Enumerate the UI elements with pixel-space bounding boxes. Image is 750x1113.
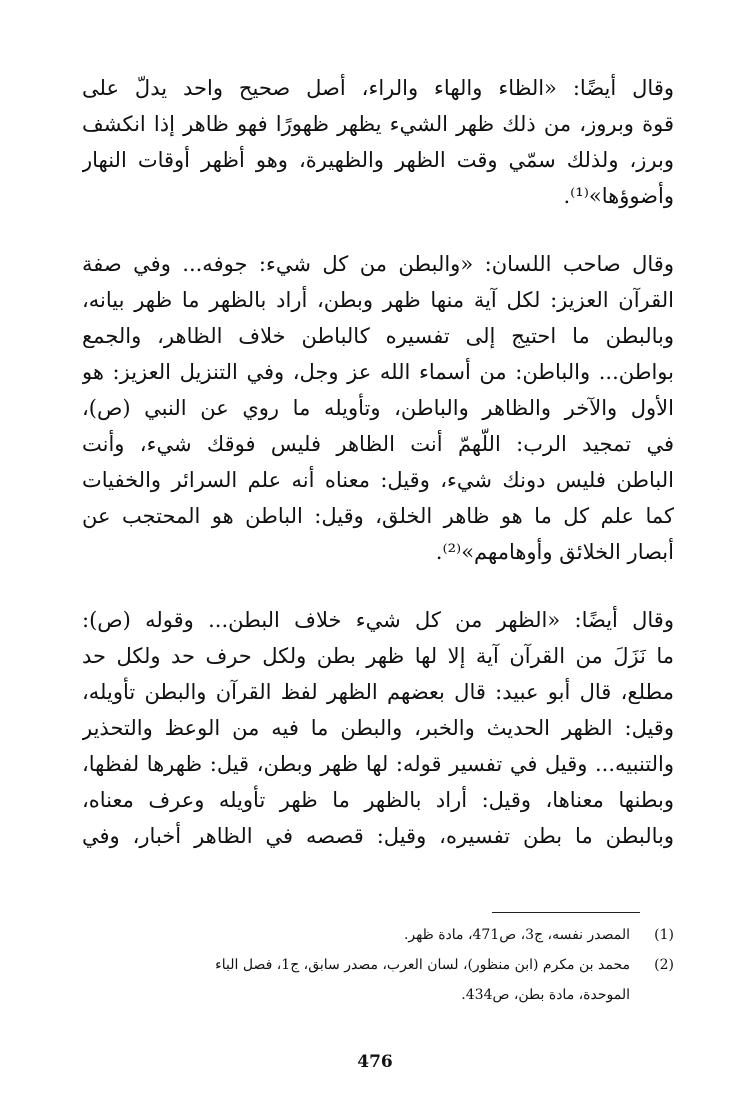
footnote-line: المصدر نفسه، ج3، ص471، مادة ظهر. (403, 927, 630, 943)
text-line: الأول والآخر والظاهر والباطن، وتأويله ما روي عن النبي (ص)، (82, 396, 674, 420)
footnote-number: (2) (654, 957, 674, 973)
text-line: كما علم كل ما هو ظاهر الخلق، وقيل: الباطن هو المحتجب عن (82, 504, 674, 528)
paragraph-1 (82, 70, 674, 214)
text-line: والتنبيه... وقيل في تفسير قوله: لها ظهر وبطن، قيل: ظهرها لفظها، (82, 752, 674, 776)
text-line: وقال أيضًا: «الظهر من كل شيء خلاف البطن... وقوله (ص): (82, 608, 674, 632)
text-line: وقيل: الظهر الحديث والخبر، والبطن ما فيه من الوعظ والتحذير (82, 716, 674, 740)
text-line: مطلع، قال أبو عبيد: قال بعضهم الظهر لفظ القرآن والبطن تأويله، (82, 680, 674, 704)
text-line: وقال صاحب اللسان: «والبطن من كل شيء: جوفه... وفي صفة (82, 252, 674, 276)
footnote-line: الموحدة، مادة بطن، ص434. (461, 987, 630, 1003)
text-line: وبرز، ولذلك سمّي وقت الظهر والظهيرة، وهو أظهر أوقات النهار (82, 148, 674, 172)
text-line: ما نَزَلَ من القرآن آية إلا لها ظهر بطن ولكل حرف حد ولكل حد (82, 644, 674, 668)
paragraph-3 (82, 602, 674, 854)
text-line: وأضوؤها»⁽¹⁾. (563, 184, 674, 208)
footnote-number: (1) (654, 927, 674, 943)
page-number: 476 (357, 1052, 393, 1072)
text-line: وبطنها معناها، وقيل: أراد بالظهر ما ظهر تأويله وعرف معناه، (82, 788, 674, 812)
text-line: أبصار الخلائق وأوهامهم»⁽²⁾. (435, 540, 674, 564)
text-line: وبالبطن ما بطن تفسيره، وقيل: قصصه في الظاهر أخبار، وفي (82, 824, 674, 848)
footnote-text (110, 950, 630, 1010)
text-line: قوة وبروز، من ذلك ظهر الشيء يظهر ظهورًا فهو ظاهر إذا انكشف (82, 112, 674, 136)
paragraph-2 (82, 246, 674, 570)
text-line: الباطن فليس دونك شيء، وقيل: معناه أنه علم السرائر والخفيات (82, 468, 674, 492)
text-line: القرآن العزيز: لكل آية منها ظهر وبطن، أراد بالظهر ما ظهر بيانه، (82, 288, 674, 312)
footnote-line: محمد بن مكرم (ابن منظور)، لسان العرب، مصدر سابق، ج1، فصل الباء (215, 957, 630, 973)
footnotes (110, 920, 674, 1010)
text-line: وقال أيضًا: «الظاء والهاء والراء، أصل صحيح واحد يدلّ على (82, 76, 674, 100)
footnote-separator (492, 912, 640, 913)
text-line: بواطن... والباطن: من أسماء الله عز وجل، وفي التنزيل العزيز: هو (82, 360, 674, 384)
footnote-text (110, 920, 630, 950)
text-line: في تمجيد الرب: اللّهمّ أنت الظاهر فليس فوقك شيء، وأنت (82, 432, 674, 456)
text-line: وبالبطن ما احتيج إلى تفسيره كالباطن خلاف الظاهر، والجمع (82, 324, 674, 348)
footnote-1 (110, 920, 674, 950)
footnote-2 (110, 950, 674, 1010)
